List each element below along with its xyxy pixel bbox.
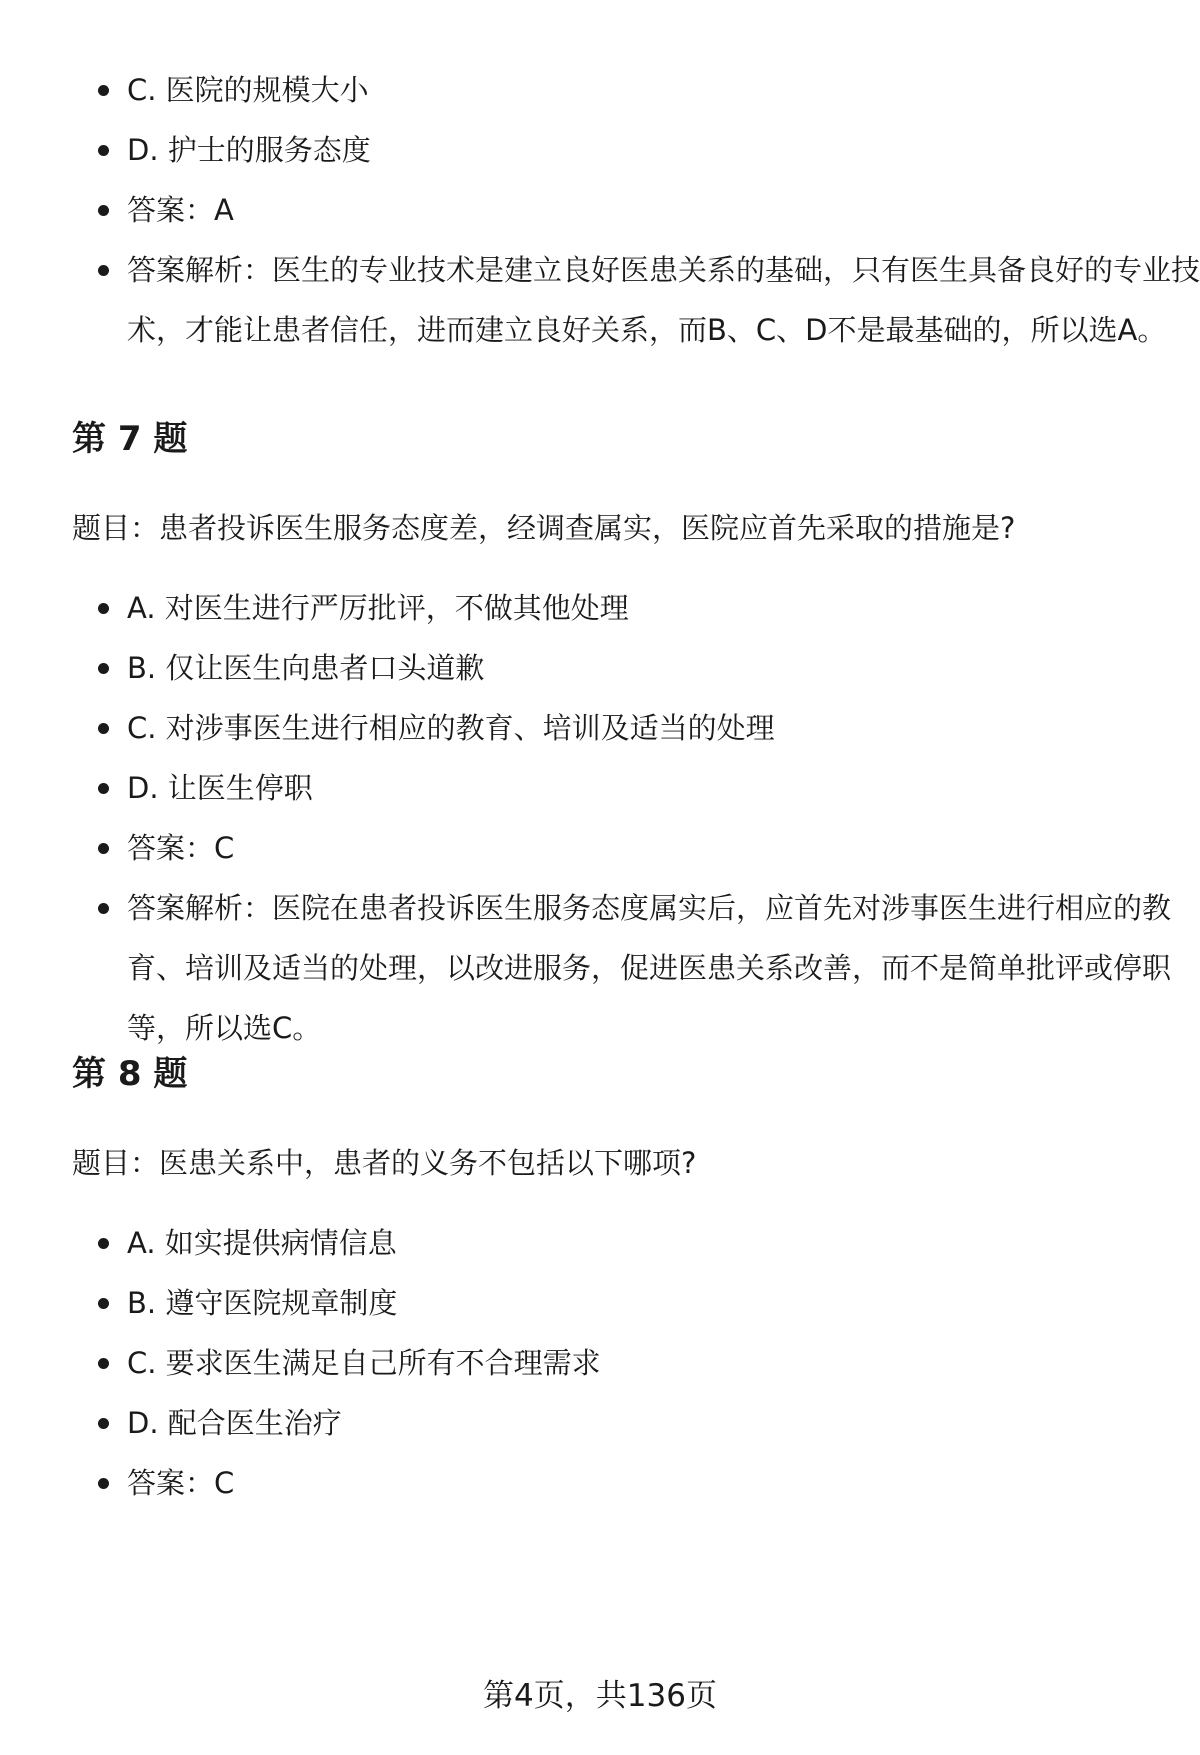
question-7-list [72,578,1200,1058]
prev-question-continuation [72,60,1200,360]
question-7-options [72,578,1200,1058]
option-c: C. 要求医生满足自己所有不合理需求 [72,1333,1200,1393]
page-number: 第4页，共136页 [483,1678,717,1714]
question-8-text: 题目：医患关系中，患者的义务不包括以下哪项? [72,1146,697,1180]
option-c: C. 医院的规模大小 [72,60,1200,120]
question-8-options [72,1213,1200,1513]
option-d: D. 护士的服务态度 [72,120,1200,180]
question-8-heading: 第 8 题 [72,1054,188,1094]
prev-question-list [72,60,1200,360]
option-a: A. 对医生进行严厉批评，不做其他处理 [72,578,1200,638]
question-8-list [72,1213,1200,1513]
option-b: B. 仅让医生向患者口头道歉 [72,638,1200,698]
answer: 答案：C [72,818,1200,878]
question-7-heading: 第 7 题 [72,419,188,459]
answer-explanation: 答案解析：医院在患者投诉医生服务态度属实后，应首先对涉事医生进行相应的教育、培训及适当的处理，以改进服务，促进医患关系改善，而不是简单批评或停职等，所以选C。 [72,878,1200,1058]
answer-explanation: 答案解析：医生的专业技术是建立良好医患关系的基础，只有医生具备良好的专业技术，才能让患者信任，进而建立良好关系，而B、C、D不是最基础的，所以选A。 [72,240,1200,360]
option-c: C. 对涉事医生进行相应的教育、培训及适当的处理 [72,698,1200,758]
option-a: A. 如实提供病情信息 [72,1213,1200,1273]
answer: 答案：C [72,1453,1200,1513]
option-b: B. 遵守医院规章制度 [72,1273,1200,1333]
question-7-text: 题目：患者投诉医生服务态度差，经调查属实，医院应首先采取的措施是? [72,511,1016,545]
answer: 答案：A [72,180,1200,240]
option-d: D. 让医生停职 [72,758,1200,818]
option-d: D. 配合医生治疗 [72,1393,1200,1453]
